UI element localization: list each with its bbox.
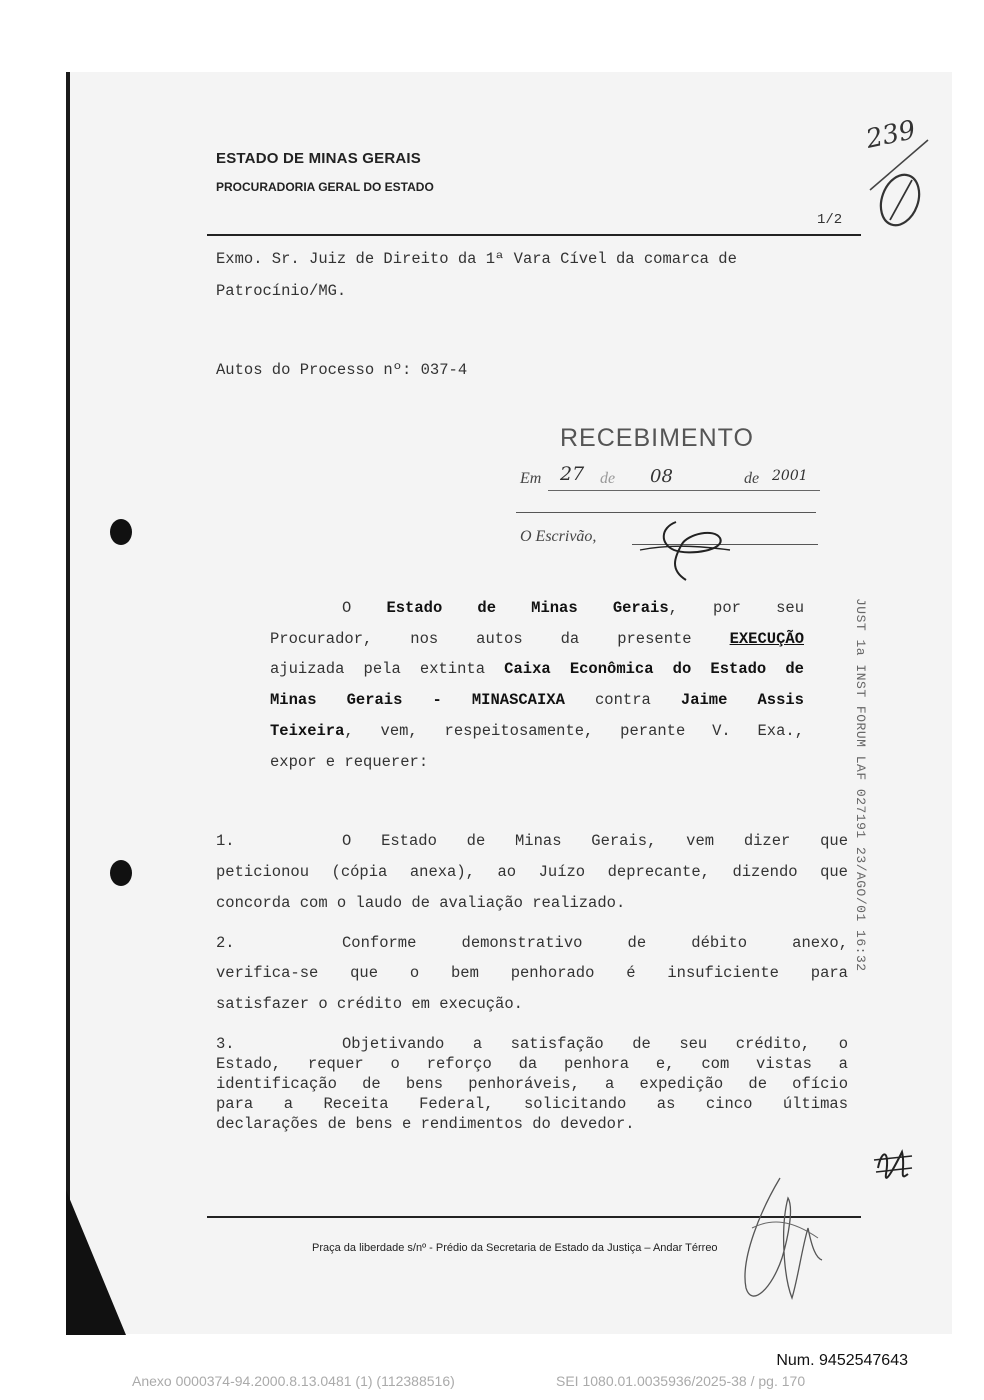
header-office: PROCURADORIA GERAL DO ESTADO bbox=[216, 180, 434, 194]
intro-execution: EXECUÇÃO bbox=[729, 630, 804, 648]
stamp-year: 2001 bbox=[772, 468, 808, 484]
punch-hole-lower bbox=[110, 860, 132, 886]
intro-text: Procurador, nos autos da presente bbox=[270, 630, 692, 648]
stamp-de-label-1: de bbox=[600, 470, 616, 487]
page-counter: 1/2 bbox=[817, 212, 843, 228]
document-number: Num. 9452547643 bbox=[776, 1352, 908, 1369]
case-number: Autos do Processo nº: 037-4 bbox=[216, 361, 468, 379]
protocol-stamp: JUST 1a INST FORUM LAF 027191 23/AGO/01 16:32 bbox=[853, 598, 868, 972]
stamp-em-label: Em bbox=[520, 470, 542, 487]
item-3-line-3: identificação de bens penhoráveis, a expedição de ofício bbox=[216, 1075, 848, 1093]
intro-line-3 bbox=[270, 660, 804, 678]
item-3-line-4: para a Receita Federal, solicitando as cinco últimas bbox=[216, 1095, 848, 1113]
folio-number: 239 bbox=[863, 115, 919, 155]
item-2-line-1: Conforme demonstrativo de débito anexo, bbox=[342, 934, 848, 952]
item-3-line-1: Objetivando a satisfação de seu crédito, o bbox=[342, 1035, 848, 1053]
item-1-number: 1. bbox=[216, 832, 235, 850]
item-1-line-3: concorda com o laudo de avaliação realizado. bbox=[216, 894, 626, 912]
item-2-line-3: satisfazer o crédito em execução. bbox=[216, 995, 523, 1013]
intro-text: , vem, respeitosamente, perante V. Exa., bbox=[344, 722, 804, 740]
intro-text: ajuizada pela extinta bbox=[270, 660, 486, 678]
intro-party: Estado bbox=[386, 599, 443, 617]
intro-party: de bbox=[477, 599, 497, 617]
intro-word: O bbox=[342, 599, 352, 617]
procurador-signature bbox=[722, 1168, 832, 1318]
item-3-line-5: declarações de bens e rendimentos do devedor. bbox=[216, 1115, 635, 1133]
intro-line-2 bbox=[270, 630, 804, 648]
stamp-month: 08 bbox=[650, 466, 673, 487]
header-state: ESTADO DE MINAS GERAIS bbox=[216, 150, 421, 167]
stamp-clerk-label: O Escrivão, bbox=[520, 528, 597, 545]
item-1-line-2: peticionou (cópia anexa), ao Juízo deprecante, dizendo que bbox=[216, 863, 848, 881]
annex-reference: Anexo 0000374-94.2000.8.13.0481 (1) (112388516) bbox=[132, 1373, 455, 1389]
header-rule bbox=[207, 234, 861, 236]
item-1-line-1: O Estado de Minas Gerais, vem dizer que bbox=[342, 832, 848, 850]
intro-text: contra bbox=[594, 691, 651, 709]
stamp-day: 27 bbox=[560, 463, 585, 485]
item-3-number: 3. bbox=[216, 1035, 235, 1053]
stamp-date-underline bbox=[548, 490, 820, 491]
scan-shadow-corner bbox=[66, 1190, 126, 1335]
item-3-line-2: Estado, requer o reforço da penhora e, com vistas a bbox=[216, 1055, 848, 1073]
punch-hole-upper bbox=[110, 519, 132, 545]
intro-debtor: Teixeira bbox=[270, 722, 345, 740]
intro-line-1 bbox=[342, 599, 804, 617]
intro-debtor: Jaime Assis bbox=[680, 691, 804, 709]
addressee-line-1: Exmo. Sr. Juiz de Direito da 1ª Vara Cível da comarca de bbox=[216, 250, 737, 268]
clerk-signature bbox=[630, 514, 740, 584]
item-2-line-2: verifica-se que o bem penhorado é insuficiente para bbox=[216, 964, 848, 982]
receipt-stamp-title: RECEBIMENTO bbox=[560, 424, 754, 452]
stamp-rule bbox=[516, 512, 816, 513]
margin-initials bbox=[868, 1138, 918, 1198]
item-2-number: 2. bbox=[216, 934, 235, 952]
intro-line-5 bbox=[270, 722, 804, 740]
footer-address: Praça da liberdade s/nº - Prédio da Secretaria de Estado da Justiça – Andar Térreo bbox=[312, 1242, 718, 1254]
sei-reference: SEI 1080.01.0035936/2025-38 / pg. 170 bbox=[556, 1373, 806, 1389]
intro-creditor: Caixa Econômica do Estado de bbox=[504, 660, 804, 678]
intro-text: , por seu bbox=[668, 599, 804, 617]
addressee-line-2: Patrocínio/MG. bbox=[216, 282, 347, 300]
intro-line-6: expor e requerer: bbox=[270, 753, 429, 771]
intro-party: Gerais bbox=[612, 599, 669, 617]
intro-line-4 bbox=[270, 691, 804, 709]
intro-party: Minas bbox=[531, 599, 578, 617]
folio-slash-mark bbox=[850, 130, 940, 240]
intro-creditor: Minas Gerais - MINASCAIXA bbox=[270, 691, 565, 709]
stamp-de-label-2: de bbox=[744, 470, 760, 487]
